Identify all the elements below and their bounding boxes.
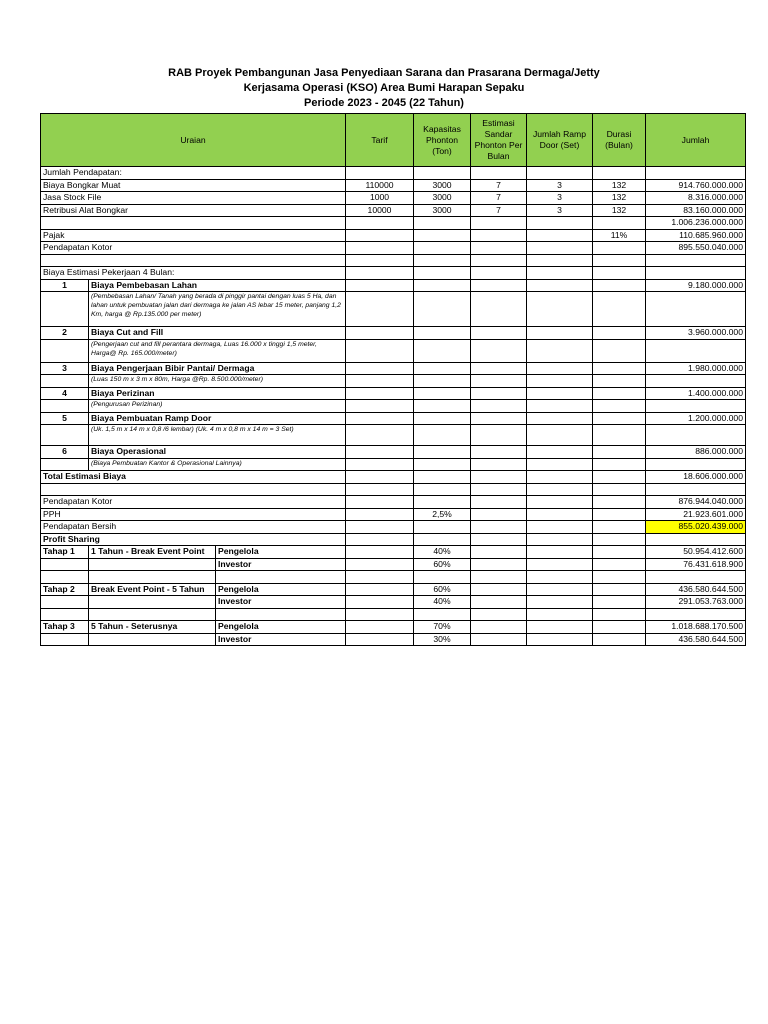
table-row: 5 Biaya Pembuatan Ramp Door 1.200.000.000: [41, 412, 746, 425]
table-row: Tahap 1 1 Tahun - Break Event Point Pengelola 40% 50.954.412.600: [41, 546, 746, 559]
table-row: [41, 267, 746, 280]
table-row: Biaya Bongkar Muat 110000 3000 7 3 132 914.760.000.000: [41, 179, 746, 192]
spacer-row: [41, 483, 746, 496]
note-row: (Biaya Pembuatan Kantor & Operasional Lainnya): [41, 458, 746, 471]
spacer-row: [41, 608, 746, 621]
table-row: [41, 167, 746, 180]
col-durasi: Durasi (Bulan): [593, 114, 646, 167]
table-row: 1 Biaya Pembebasan Lahan 9.180.000.000: [41, 279, 746, 292]
note-row: (Pengurusan Perizinan): [41, 400, 746, 413]
table-row: 6 Biaya Operasional 886.000.000: [41, 446, 746, 459]
table-row: PPH 2,5% 21.923.601.000: [41, 508, 746, 521]
table-row: Investor 60% 76.431.618.900: [41, 558, 746, 571]
col-jumlah-ramp: Jumlah Ramp Door (Set): [527, 114, 593, 167]
table-row: Profit Sharing: [41, 533, 746, 546]
col-estimasi: Estimasi Sandar Phonton Per Bulan: [471, 114, 527, 167]
pendapatan-label: Jumlah Pendapatan:: [41, 167, 346, 180]
table-row: 4 Biaya Perizinan 1.400.000.000: [41, 387, 746, 400]
rab-table: [40, 113, 746, 646]
table-row: Total Estimasi Biaya 18.606.000.000: [41, 471, 746, 484]
spacer-row: [41, 254, 746, 267]
table-row: Pendapatan Kotor 876.944.040.000: [41, 496, 746, 509]
table-row: Pajak 11% 110.685.960.000: [41, 229, 746, 242]
title-line-2: Kerjasama Operasi (KSO) Area Bumi Harapan Sepaku: [243, 82, 525, 94]
note-row: (Pengerjaan cut and fill perantara dermaga, Luas 16.000 x tinggi 1,5 meter, Harga@ Rp. 165.000/meter): [41, 339, 746, 362]
col-uraian: Uraian: [41, 114, 346, 167]
col-jumlah: Jumlah: [646, 114, 746, 167]
title-line-1: RAB Proyek Pembangunan Jasa Penyediaan Sarana dan Prasarana Dermaga/Jetty: [168, 67, 600, 79]
table-row: 3 Biaya Pengerjaan Bibir Pantai/ Dermaga 1.980.000.000: [41, 362, 746, 375]
table-row: 2 Biaya Cut and Fill 3.960.000.000: [41, 327, 746, 340]
biaya-label: Biaya Estimasi Pekerjaan 4 Bulan:: [41, 267, 346, 280]
table-row: Investor 30% 436.580.644.500: [41, 633, 746, 646]
table-row: Retribusi Alat Bongkar 10000 3000 7 3 132 83.160.000.000: [41, 204, 746, 217]
table-row: Investor 40% 291.053.763.000: [41, 596, 746, 609]
table-row: Pendapatan Kotor 895.550.040.000: [41, 242, 746, 255]
table-row: Tahap 3 5 Tahun - Seterusnya Pengelola 70% 1.018.688.170.500: [41, 621, 746, 634]
pendapatan-bersih-value: 855.020.439.000: [646, 521, 746, 534]
spacer-row: [41, 571, 746, 584]
note-row: (Pembebasan Lahan/ Tanah yang berada di pinggir pantai dengan luas 5 Ha, dan lahan untuk pembuatan jalan dari dermaga ke jalan AS lebar 15 meter, panjang 1,2 Km, harga @ Rp.135.000 per meter): [41, 292, 746, 327]
table-row: [41, 217, 746, 230]
note-row: (Luas 150 m x 3 m x 80m, Harga @Rp. 8.500.000/meter): [41, 375, 746, 388]
table-row: Tahap 2 Break Event Point - 5 Tahun Pengelola 60% 436.580.644.500: [41, 583, 746, 596]
header-row: [41, 114, 746, 167]
table-row: Jasa Stock File 1000 3000 7 3 132 8.316.000.000: [41, 192, 746, 205]
note-row: (Uk. 1,5 m x 14 m x 0,8 /6 lembar) (Uk. 4 m x 0,8 m x 14 m = 3 Set): [41, 425, 746, 446]
pendapatan-subtotal: 1.006.236.000.000: [646, 217, 746, 230]
col-kapasitas: Kapasitas Phonton (Ton): [414, 114, 471, 167]
document-title: [0, 66, 768, 111]
table-row: Pendapatan Bersih 855.020.439.000: [41, 521, 746, 534]
title-line-3: Periode 2023 - 2045 (22 Tahun): [304, 97, 464, 109]
col-tarif: Tarif: [346, 114, 414, 167]
